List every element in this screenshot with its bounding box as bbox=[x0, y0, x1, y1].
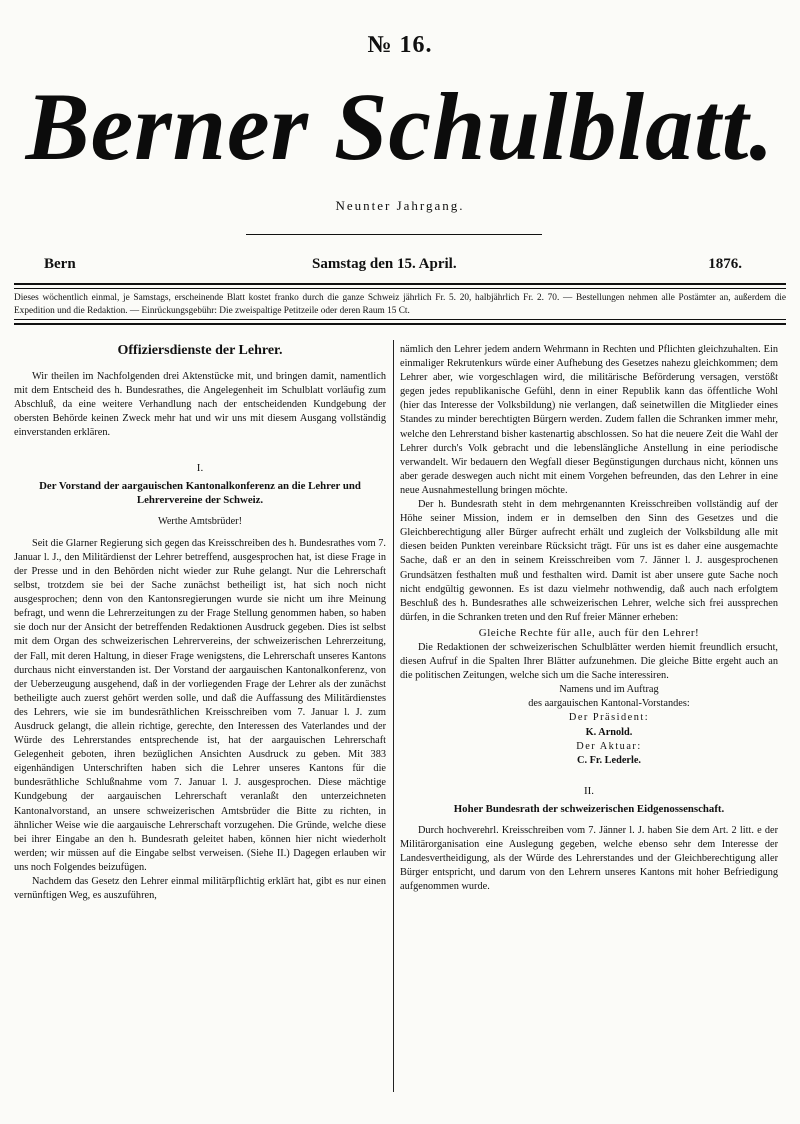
rule-below-notice-thick bbox=[14, 323, 786, 325]
section-2-numeral: II. bbox=[583, 784, 595, 797]
rule-below-notice bbox=[14, 319, 786, 320]
section-2-heading: Hoher Bundesrath der schweizerischen Eidgenossenschaft. bbox=[453, 802, 725, 815]
volume-subtitle: Neunter Jahrgang. bbox=[335, 198, 465, 213]
signature-role: Der Aktuar: bbox=[576, 740, 642, 752]
motto: Gleiche Rechte für alle, auch für den Lehrer! bbox=[478, 626, 700, 639]
paragraph: Seit die Glarner Regierung sich gegen das Kreisschreiben des h. Bundesrathes vom 7. Januar l. J., den Militärdienst der Lehrer betreffend, ausgesprochen hat, ist diese Frage in der Presse und in den Behörden nicht wieder zur Ruhe gelangt. Nur die Lehrerschaft selbst, trotzdem sie bei der Sache zunächst betheiligt ist, hat sich noch nicht ausgesprochen; denn von den Kantonsregierungen wurde sie nicht um ihre Meinung befragt, und wenn die Lehrerzeitungen zu der Frage Stellung genommen haben, so haben sie doch nur der Ansicht der betreffenden Redaktionen Ausdruck gegeben. Dies ist selbst mit dem Organ des schweizerischen Lehrervereins, der schweizerischen Lehrerzeitung, der Fall, mit deren Haltung, in dieser Frage wenigstens, die Lehrerschaft unseres Kantons durchaus nicht einverstanden ist. Der Vorstand der aargauischen Kantonalkonferenz, von der Ueberzeugung ausgehend, daß in der vorliegenden Frage der Lehrer als der zunächst betheiligte auch zuerst gehört werden solle, und daß die Auffassung des Militärdienstes des Lehrers, wie sie im bundesräthlichen Kreisschreiben vom 7. Januar l. J. zum Ausdruck gelangt, die allein richtige, gerechte, den Interessen des Vaterlandes und der Würde des Lehrerstandes entsprechende ist, hat der aargauischen Lehrerschaft Gelegenheit geboten, ihren bezüglichen Ansichten Ausdruck zu geben. Mit 383 eigenhändigen Unterschriften haben sich die Lehrer unseres Kantons für die bundesräthliche Schlußnahme vom 7. Januar l. J. ausgesprochen. Diese mächtige Kundgebung der aargauischen Lehrerschaft veranlaßt den unterzeichneten Kantonalvorstand, an unsere schweizerischen Amtsbrüder die Bitte zu richten, in ähnlicher Weise wie die aargauische Lehrerschaft vorzugehen. Die Gründe, welche diese bei ihrer Eingabe an den h. Bundesrath geleitet haben, können hier nicht wiederholt werden; wir müssen auf die Eingabe selbst verweisen. (Siehe II.) Dagegen erlauben wir uns noch Folgendes beizufügen. bbox=[14, 537, 386, 873]
header-rule bbox=[246, 234, 542, 235]
column-divider bbox=[393, 340, 394, 1092]
signature-role: Der Präsident: bbox=[568, 712, 650, 724]
rule-above-notice-thin bbox=[14, 288, 786, 289]
signature-name: C. Fr. Lederle. bbox=[577, 754, 641, 766]
issue-number: № 16. bbox=[367, 32, 433, 58]
paragraph: Der h. Bundesrath steht in dem mehrgenannten Kreisschreiben vollständig auf der Höhe seiner Mission, indem er in demselben den Sinn des Gesetzes und die Gleichberechtigung aller Bürger aufrecht erhält und zugleich der Volksbildung alle mit diesen beiden Punkten vereinbare Rücksicht trägt. Für uns ist es daher eine ausgemachte Sache, daß er an den in seinem Kreisschreiben vom 7. Jänner l. J. ausgesprochenen Grundsätzen festhalten muß und festhalten wird. Damit ist aber unsere gute Sache noch nicht endgültig gewonnen. Es ist dazu vielmehr nothwendig, daß auch nach erfolgtem Beschluß des h. Bundesrathes alle schweizerischen Lehrer, welche sich frei aussprechen dürfen, in die Schranken treten und den Ruf freier Männer erheben: bbox=[400, 499, 778, 623]
signature-line: Namens und im Auftrag bbox=[559, 684, 659, 696]
section-1-heading: Der Vorstand der aargauischen Kantonalkonferenz an die Lehrer und Lehrervereine der Schweiz. bbox=[39, 479, 361, 506]
issue-year: 1876. bbox=[708, 256, 742, 272]
place: Bern bbox=[44, 256, 76, 272]
paragraph: nämlich den Lehrer jedem andern Wehrmann in Rechten und Pflichten gleichzuhalten. Ein einmaliger Rekrutenkurs würde einer Aufhebung des Gesetzes nahezu gleichkommen; dem Lehrer aber, wie vorgeschlagen wird, die militärische Beförderung versagen, verstößt gegen jedes republikanische Gefühl, denn in einer Republik kann das öffentliche Wohl (hier das Interesse der Volksbildung) nie verlangen, daß seinetwillen die Mitglieder eines Standes zu minder berechtigten Bürgern werden. Zudem fallen die Schranken immer mehr, welche den Lehrerstand bisher kastenartig abschlossen. So hat die neuere Zeit die Wahl der Lehrer durch's Volk gebracht und die lebenslängliche Anstellung in eine periodische verwandelt. Wir bedauern den Wegfall dieser Begünstigungen durchaus nicht, können uns aber gerade deswegen auch nicht mit einem Vorgehen befreunden, das den Lehrer in eine neue Ausnahmestellung bringen möchte. bbox=[400, 344, 778, 496]
rule-above-notice bbox=[14, 283, 786, 285]
paragraph: Durch hochverehrl. Kreisschreiben vom 7. Jänner l. J. haben Sie dem Art. 2 litt. e der Militärorganisation eine Auslegung gegeben, welche ebenso sehr dem Interesse der Landesvertheidigung, als der Würde des Lehrerstandes und der Gleichberechtigung aller Bürger entspricht, und darum von den Lehrern unseres Kantons mit hoher Befriedigung aufgenommen wurde. bbox=[400, 824, 778, 893]
subscription-notice: Dieses wöchentlich einmal, je Samstags, erscheinende Blatt kostet franko durch die ganze Schweiz jährlich Fr. 5. 20, halbjährlich Fr. 2. 70. — Bestellungen nehmen alle Postämter an, außerdem die Expedition und die Redaktion. — Einrückungsgebühr: Die zweispaltige Petitzeile oder deren Raum 15 Ct. bbox=[14, 293, 786, 316]
signature-line: des aargauischen Kantonal-Vorstandes: bbox=[528, 698, 690, 710]
intro-paragraph: Wir theilen im Nachfolgenden drei Aktenstücke mit, und bringen damit, namentlich mit dem Entscheid des h. Bundesrathes, die Angelegenheit im Schulblatt vorläufig zum Abschluß, da eine weitere Verhandlung nach der entscheidenden Kundgebung der obersten Behörde keinen Zweck mehr hat und wir uns mit diesem Ausgang vollständig einverstanden erklären. bbox=[14, 371, 386, 439]
masthead-title: Berner Schulblatt. bbox=[25, 73, 775, 180]
right-column bbox=[400, 343, 778, 894]
article-title: Offiziersdienste der Lehrer. bbox=[117, 343, 283, 358]
salutation: Werthe Amtsbrüder! bbox=[157, 515, 243, 527]
paragraph: Nachdem das Gesetz den Lehrer einmal militärpflichtig erklärt hat, gibt es nur einen vernünftigen Weg, es auszuführen, bbox=[14, 876, 386, 902]
left-column bbox=[14, 340, 386, 903]
issue-date: Samstag den 15. April. bbox=[312, 256, 457, 272]
section-1-numeral: I. bbox=[196, 461, 204, 474]
signature-name: K. Arnold. bbox=[585, 726, 633, 738]
paragraph: Die Redaktionen der schweizerischen Schulblätter werden hiemit freundlich ersucht, diesen Aufruf in die Spalten Ihrer Blätter aufzunehmen. Die gleiche Bitte ergeht auch an die politischen Zeitungen, welche sich um die Sache interessiren. bbox=[400, 641, 778, 682]
